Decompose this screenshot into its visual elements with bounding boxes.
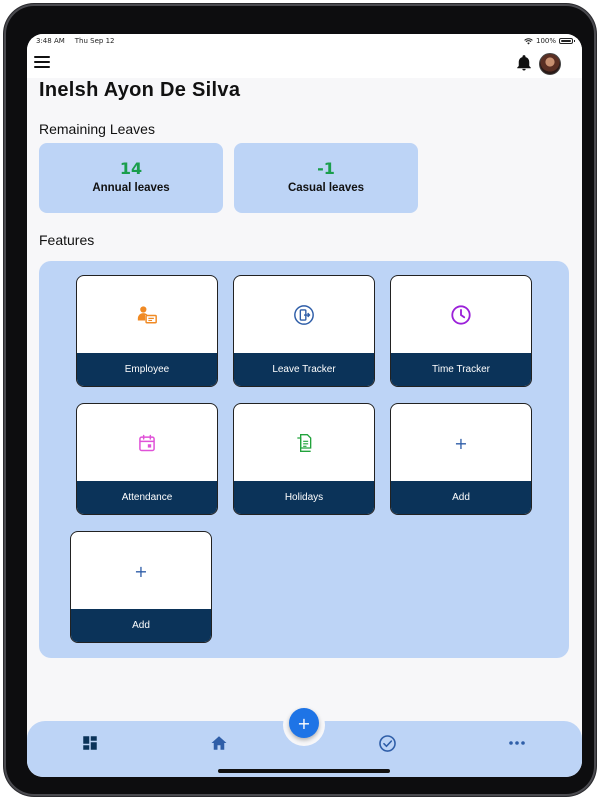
check-circle-icon[interactable]: [377, 733, 397, 753]
clock-icon: [450, 304, 472, 326]
battery-level: [561, 40, 571, 42]
remaining-leaves-heading: Remaining Leaves: [39, 121, 155, 137]
leave-count: -1: [317, 159, 335, 178]
app-header: [27, 48, 582, 78]
employee-icon: [136, 304, 158, 326]
attendance-tile[interactable]: [76, 403, 218, 515]
leave-label: Casual leaves: [287, 182, 365, 194]
add-feature-tile[interactable]: [390, 403, 532, 515]
holidays-tile[interactable]: [233, 403, 375, 515]
status-bar: [27, 34, 582, 48]
calendar-icon: [137, 433, 157, 453]
dashboard-icon[interactable]: [80, 733, 100, 753]
leave-label: Annual leaves: [92, 182, 170, 194]
more-icon[interactable]: [507, 733, 527, 753]
avatar[interactable]: [539, 53, 561, 75]
employee-tile[interactable]: [76, 275, 218, 387]
tile-label: Employee: [77, 353, 217, 386]
tile-label: Holidays: [234, 481, 374, 514]
device-frame: [4, 4, 596, 796]
home-icon[interactable]: [209, 733, 229, 753]
plus-icon: +: [454, 433, 468, 453]
battery-icon: [559, 38, 573, 44]
hamburger-icon[interactable]: [34, 56, 50, 69]
leave-count: 14: [119, 159, 143, 178]
features-heading: Features: [39, 232, 95, 248]
home-indicator[interactable]: [218, 769, 390, 773]
bell-icon[interactable]: [515, 53, 533, 73]
status-indicators: [524, 37, 573, 45]
battery-percent: 100%: [535, 37, 556, 45]
leave-tracker-tile[interactable]: [233, 275, 375, 387]
annual-leaves-card: [39, 143, 223, 213]
add-feature-tile-2[interactable]: [70, 531, 212, 643]
casual-leaves-card: [234, 143, 418, 213]
plus-icon: +: [134, 561, 148, 581]
tile-label: Time Tracker: [391, 353, 531, 386]
tile-label: Leave Tracker: [234, 353, 374, 386]
documents-icon: [294, 432, 314, 454]
tile-label: Add: [71, 609, 211, 642]
tile-label: Add: [391, 481, 531, 514]
add-fab-button[interactable]: +: [289, 708, 319, 738]
time-tracker-tile[interactable]: [390, 275, 532, 387]
leave-tracker-icon: [293, 304, 315, 326]
page-title: Inelsh Ayon De Silva: [39, 79, 241, 101]
tile-label: Attendance: [77, 481, 217, 514]
wifi-icon: [524, 38, 533, 45]
status-time: 3:48 AM: [36, 37, 65, 45]
features-panel: [39, 261, 569, 658]
app-screen: [27, 34, 582, 777]
status-date: Thu Sep 12: [74, 37, 115, 45]
